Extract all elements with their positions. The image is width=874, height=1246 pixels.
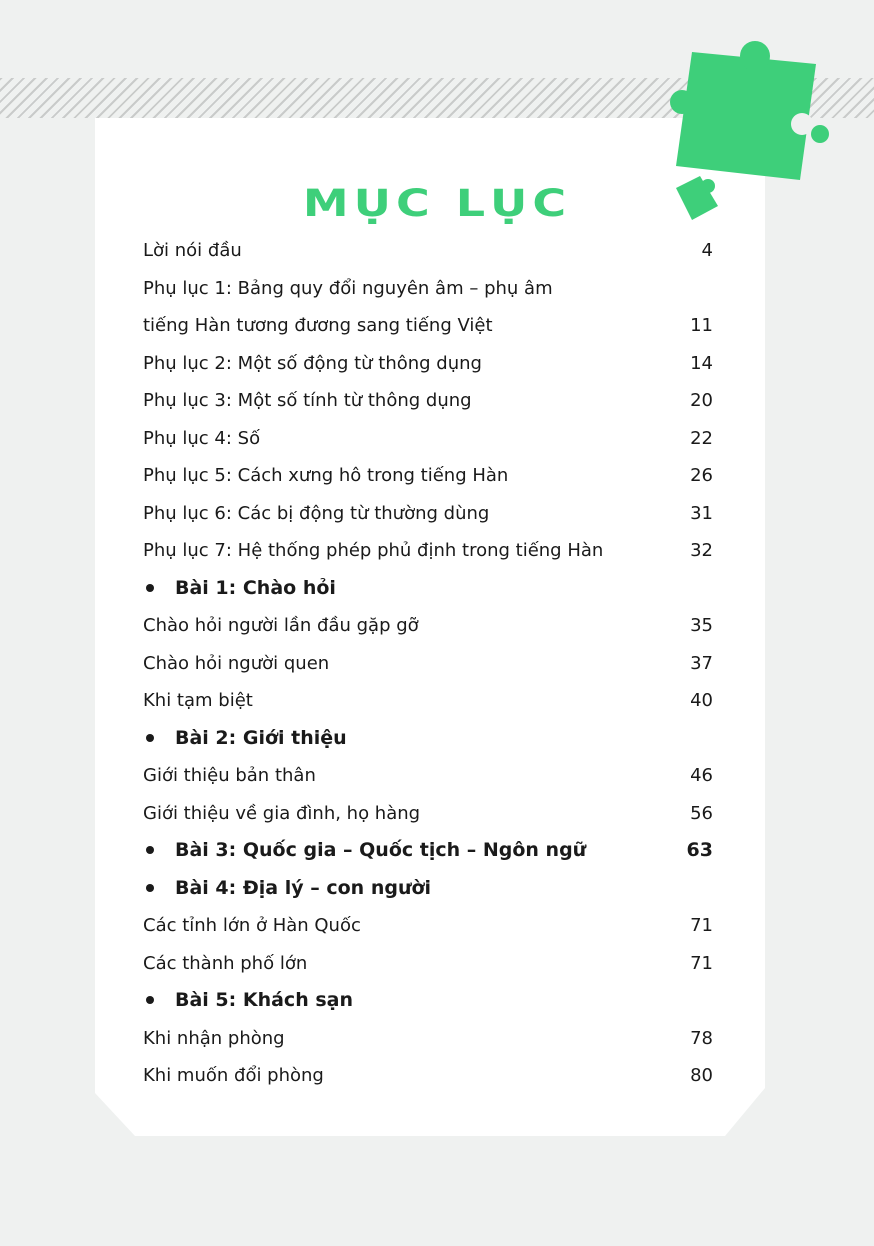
toc-entry-label: Khi tạm biệt <box>143 690 253 711</box>
toc-entry <box>143 345 713 383</box>
toc-entry <box>143 270 713 308</box>
toc-page-number: 78 <box>690 1027 713 1049</box>
toc-entry <box>143 1057 713 1095</box>
toc-entry <box>143 232 713 270</box>
toc-page-number: 40 <box>690 690 713 711</box>
toc-page-number: 56 <box>690 802 713 824</box>
toc-entry <box>143 457 713 495</box>
toc-entry <box>143 307 713 345</box>
toc-page-number: 63 <box>686 839 713 861</box>
toc-lesson-heading <box>143 832 713 870</box>
toc-page-number: 71 <box>690 915 713 936</box>
toc-entry-label: Giới thiệu về gia đình, họ hàng <box>143 802 421 824</box>
toc-entry-label: Bài 3: Quốc gia – Quốc tịch – Ngôn ngữ <box>143 839 586 861</box>
toc-entry-label: tiếng Hàn tương đương sang tiếng Việt <box>143 315 493 336</box>
toc-page-number: 4 <box>701 240 713 261</box>
toc-page-number: 46 <box>690 765 713 786</box>
toc-entry <box>143 907 713 945</box>
toc-entry-label: Chào hỏi người lần đầu gặp gỡ <box>143 615 419 636</box>
toc-entry <box>143 645 713 683</box>
toc-page-number: 11 <box>690 315 713 336</box>
toc-entry <box>143 607 713 645</box>
toc-page-number: 35 <box>690 615 713 636</box>
toc-entry-label: Các tỉnh lớn ở Hàn Quốc <box>143 915 361 936</box>
toc-entry <box>143 945 713 983</box>
toc-page-number: 26 <box>690 465 713 486</box>
toc-entry-label: Bài 5: Khách sạn <box>143 989 353 1011</box>
toc-lesson-heading <box>143 982 713 1020</box>
toc-entry <box>143 757 713 795</box>
toc-page-number: 20 <box>690 390 713 411</box>
toc-entry-label: Khi muốn đổi phòng <box>143 1065 324 1086</box>
toc-page-number: 37 <box>690 652 713 674</box>
toc-entry <box>143 1020 713 1058</box>
toc-entry-label: Phụ lục 2: Một số động từ thông dụng <box>143 352 482 374</box>
toc-entry-label: Lời nói đầu <box>143 240 242 261</box>
toc-lesson-heading <box>143 570 713 608</box>
toc-entry-label: Bài 1: Chào hỏi <box>143 577 336 599</box>
toc-page-number: 22 <box>690 427 713 449</box>
toc-entry <box>143 495 713 533</box>
toc-entry-label: Các thành phố lớn <box>143 952 308 974</box>
toc-entry-label: Phụ lục 4: Số <box>143 427 261 449</box>
toc-entry-label: Bài 4: Địa lý – con người <box>143 877 431 899</box>
toc-lesson-heading <box>143 870 713 908</box>
table-of-contents <box>143 232 713 1095</box>
toc-entry <box>143 382 713 420</box>
puzzle-piece-icon <box>660 38 830 188</box>
toc-entry-label: Phụ lục 6: Các bị động từ thường dùng <box>143 502 490 524</box>
toc-entry-label: Phụ lục 5: Cách xưng hô trong tiếng Hàn <box>143 465 509 486</box>
toc-page-number: 71 <box>690 952 713 974</box>
toc-entry-label: Phụ lục 3: Một số tính từ thông dụng <box>143 390 472 411</box>
toc-entry-label: Chào hỏi người quen <box>143 652 330 674</box>
toc-entry <box>143 795 713 833</box>
toc-page-number: 80 <box>690 1065 713 1086</box>
toc-entry <box>143 682 713 720</box>
toc-lesson-heading <box>143 720 713 758</box>
page-title: MỤC LỤC <box>302 180 572 226</box>
toc-entry-label: Khi nhận phòng <box>143 1027 285 1049</box>
toc-entry-label: Phụ lục 1: Bảng quy đổi nguyên âm – phụ âm <box>143 277 553 299</box>
toc-page-number: 32 <box>690 540 713 561</box>
toc-page-number: 14 <box>690 352 713 374</box>
toc-entry <box>143 420 713 458</box>
toc-entry-label: Bài 2: Giới thiệu <box>143 727 347 749</box>
toc-page-number: 31 <box>690 502 713 524</box>
toc-entry-label: Phụ lục 7: Hệ thống phép phủ định trong tiếng Hàn <box>143 540 604 561</box>
toc-entry <box>143 532 713 570</box>
toc-entry-label: Giới thiệu bản thân <box>143 765 316 786</box>
